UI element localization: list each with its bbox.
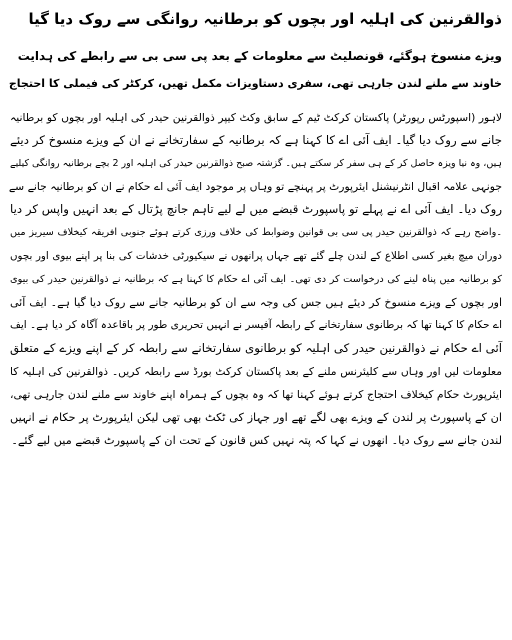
article-body [10, 106, 502, 452]
body-line: جانے سے روک دیا گیا۔ ایف آئی اے کا کہنا ہے کہ برطانیہ کے سفارتخانے نے ان کے ویزے منسوخ کر دیئے [10, 133, 502, 148]
headline-block [10, 6, 502, 98]
body-line: اے حکام کا کہنا تھا کہ برطانوی سفارتخانے کے رابطہ آفیسر نے انہیں تحریری طور پر باقاعدہ آگاہ کر دیا ہے۔ ایف [10, 318, 502, 331]
body-line: جونہی علامہ اقبال انٹرنیشنل ایئرپورٹ پر پہنچے تو وہاں پر موجود ایف آئی اے حکام نے ان کو برطانیہ جانے سے [8, 180, 502, 194]
body-line: معلومات لیں اور وہاں سے کلیئرنس ملنے کے بعد پاکستان کرکٹ بورڈ سے رابطہ کریں۔ ذوالقرنین کی اہلیہ کا [10, 365, 502, 379]
body-line: اور بچوں کے ویزے منسوخ کر دیئے ہیں جس کی وجہ سے ان کو برطانیہ جانے سے روک دیا گیا ہے۔ ایف آئی [10, 295, 502, 309]
body-line: لاہور (اسپورٹس رپورٹر) پاکستان کرکٹ ٹیم کے سابق وکٹ کیپر ذوالقرنین حیدر کی اہلیہ اور بچوں کو برطانیہ [10, 111, 502, 124]
body-line: ہیں، وہ نیا ویزہ حاصل کر کے ہی سفر کر سکتے ہیں۔ گزشتہ صبح ذوالقرنین حیدر کی اہلیہ اور 2 بچے برطانیہ روانگی کیلیے [10, 158, 502, 170]
article-headline: ذوالقرنین کی اہلیہ اور بچوں کو برطانیہ روانگی سے روک دیا گیا [28, 10, 502, 28]
body-line: ۔واضح رہے کہ ذوالقرنین حیدر پی سی بی قوانین وضوابط کی خلاف ورزی کرتے ہوئے جنوبی افریقہ کیخلاف سیریز میں [10, 227, 502, 239]
body-line: روک دیا۔ ایف آئی اے نے پہلے تو پاسپورٹ قبضے میں لے لیے تاہم جانچ پڑتال کے بعد انہیں واپس کر دیا [10, 202, 502, 217]
article-subheadline: خاوند سے ملنے لندن جارہی تھی، سفری دستاویزات مکمل تھیں، کرکٹر کی فیملی کا احتجاج [8, 77, 502, 90]
body-line: دوران میچ بغیر کسی اطلاع کے لندن چلے گئے تھے جہاں پرانھوں نے سیکیورٹی خدشات کی بنا پر اپنے بیوی اور بچوں [10, 249, 502, 262]
body-line: کو برطانیہ میں پناہ لینے کی درخواست کر دی تھی۔ ایف آئی اے حکام کا کہنا ہے کہ برطانیہ نے ذوالقرنین حیدر کی بیوی [10, 273, 502, 285]
article-subheadline: ویزے منسوخ ہوگئے، قونصلیٹ سے معلومات کے بعد پی سی بی سے رابطے کی ہدایت [17, 49, 502, 63]
body-line: لندن جانے سے روک دیا۔ انھوں نے کہا کہ پتہ نہیں کس قانون کے تحت ان کے پاسپورٹ قبضے میں لیے گئے۔ [11, 434, 502, 448]
body-line: ایئرپورٹ حکام کیخلاف احتجاج کرتے ہوئے کہنا تھا کہ وہ بچوں کے ہمراہ اپنے خاوند سے ملنے لندن جارہی تھی، [10, 388, 502, 402]
body-line: آئی اے حکام نے ذوالقرنین حیدر کی اہلیہ کو برطانوی سفارتخانے سے رابطہ کر کے اپنے ویزے کے متعلق [10, 340, 502, 355]
body-line: ان کے پاسپورٹ پر لندن کے ویزے بھی لگے تھے اور جہاز کی ٹکٹ بھی تھی لیکن ایئرپورٹ پر حکام نے انہیں [10, 411, 502, 425]
